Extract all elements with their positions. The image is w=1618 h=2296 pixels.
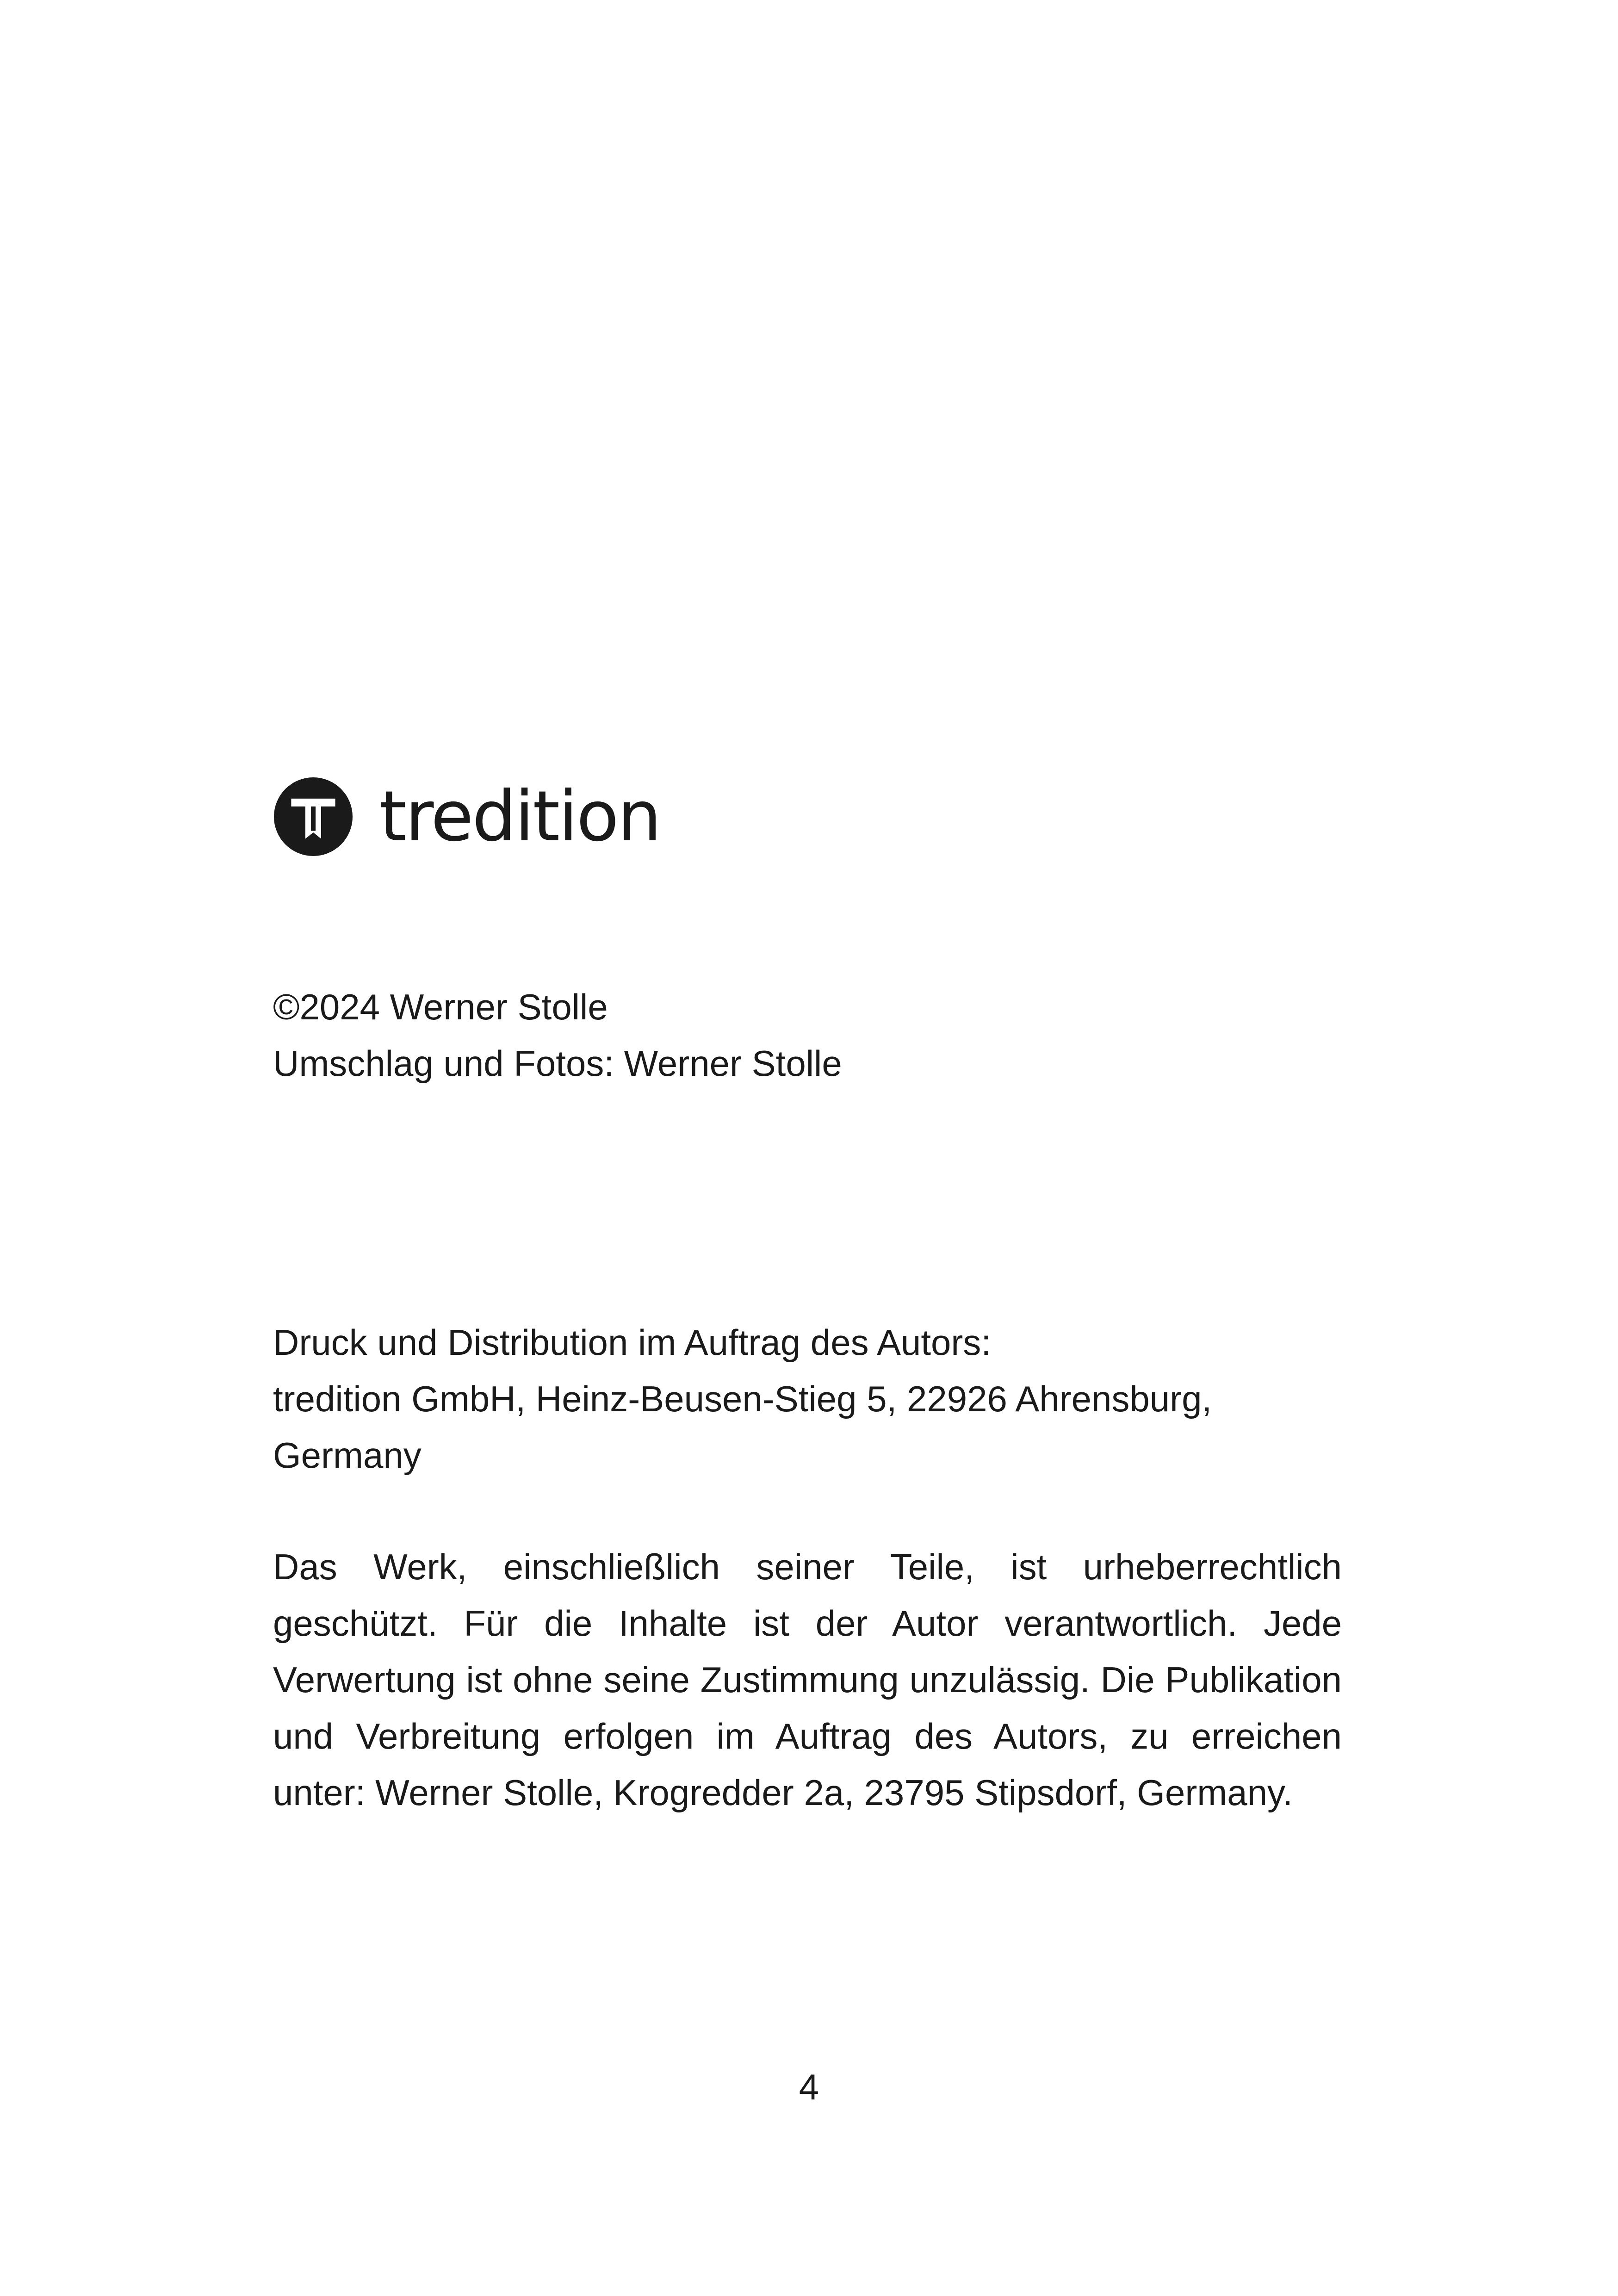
publisher-name: tredition xyxy=(379,776,660,857)
page-number: 4 xyxy=(799,2066,819,2107)
copyright-line: ©2024 Werner Stolle xyxy=(273,987,608,1027)
distribution-line-1: Druck und Distribution im Auftrag des Autors: xyxy=(273,1322,992,1363)
distribution-line-3: Germany xyxy=(273,1435,422,1476)
tredition-book-logo-icon xyxy=(274,777,353,856)
distribution-line-2: tredition GmbH, Heinz-Beusen-Stieg 5, 22926 Ahrensburg, xyxy=(273,1378,1212,1419)
distribution-block xyxy=(273,1314,1342,1483)
credits-block xyxy=(273,979,1342,1092)
publisher-logo xyxy=(274,777,660,856)
cover-photos-credit: Umschlag und Fotos: Werner Stolle xyxy=(273,1043,842,1084)
rights-notice: Das Werk, einschließlich seiner Teile, ist urheberrechtlich geschützt. Für die Inhalte ist der Autor verantwortlich. Jede Verwertung ist ohne seine Zustimmung unzulässig. Die Publikation und Verbreitung erfolgen im Auftrag des Autors, zu erreichen unter: Werner Stolle, Krogredder 2a, 23795 Stipsdorf, Germany. xyxy=(273,1546,1342,1813)
